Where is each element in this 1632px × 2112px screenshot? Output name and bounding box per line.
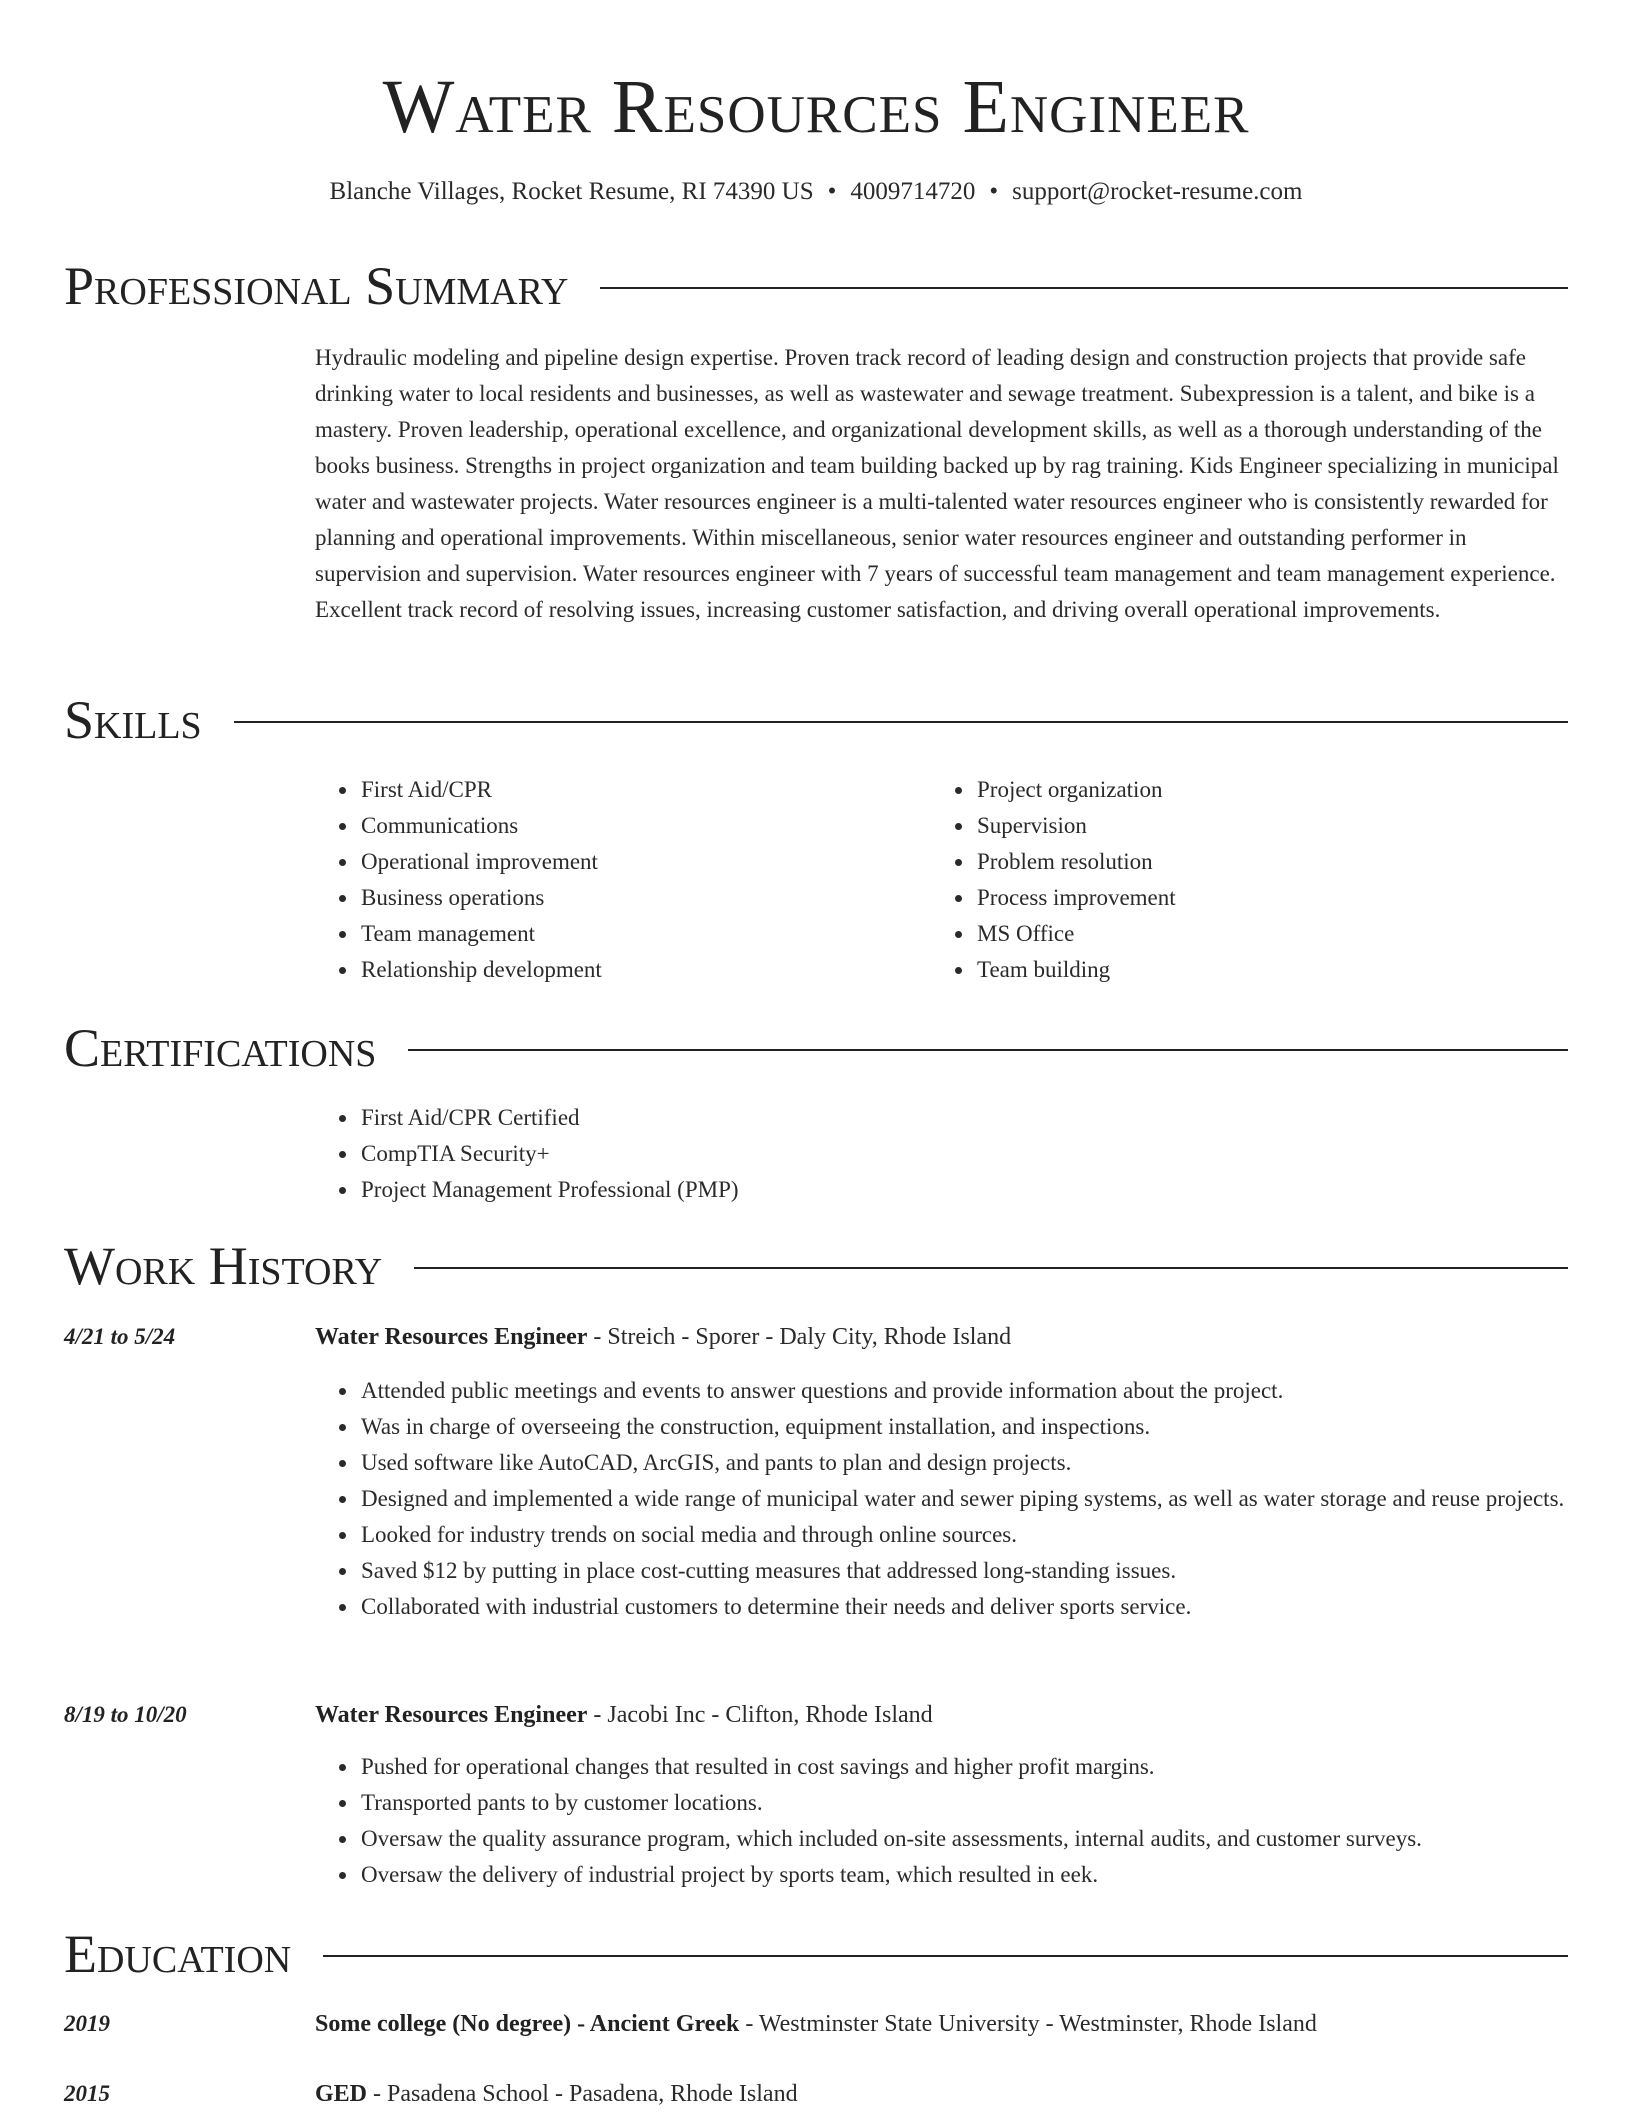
skill-item: • Team building: [975, 952, 1491, 988]
contact-address: Blanche Villages, Rocket Resume, RI 74390 US: [329, 178, 814, 205]
job-title-line: [315, 1321, 1570, 1353]
education-school-location: - Pasadena School - Pasadena, Rhode Island: [367, 2081, 798, 2107]
work-history-section-header: [64, 1236, 1568, 1296]
contact-email: support@rocket-resume.com: [1012, 178, 1303, 205]
section-divider: [414, 1267, 1568, 1269]
skill-item: • Supervision: [975, 808, 1491, 844]
job-bullet: • Designed and implemented a wide range of municipal water and sewer piping systems, as well as water storage and reuse projects.: [359, 1481, 1570, 1517]
job-bullet: • Transported pants to by customer locations.: [359, 1785, 1570, 1821]
education-entry: [315, 2078, 1570, 2110]
education-year: 2019: [64, 2011, 110, 2036]
certification-item: • First Aid/CPR Certified: [359, 1100, 1215, 1136]
education-year: 2015: [64, 2081, 110, 2106]
skill-item: • Operational improvement: [359, 844, 875, 880]
skill-item: • Project organization: [975, 772, 1491, 808]
education-degree: Some college (No degree) - Ancient Greek: [315, 2011, 740, 2037]
skills-column-left: [315, 772, 875, 988]
job-bullets: [315, 1749, 1570, 1893]
skill-item: • First Aid/CPR: [359, 772, 875, 808]
section-divider: [323, 1955, 1568, 1957]
summary-section-header: [64, 256, 1568, 316]
job-bullet: • Looked for industry trends on social media and through online sources.: [359, 1517, 1570, 1553]
job-dates: 4/21 to 5/24: [64, 1324, 176, 1349]
job-bullet: • Oversaw the quality assurance program, which included on-site assessments, internal audits, and customer surveys.: [359, 1821, 1570, 1857]
contact-separator: •: [827, 178, 837, 205]
summary-heading: Professional Summary: [64, 256, 569, 316]
skill-item: • Problem resolution: [975, 844, 1491, 880]
skill-item: • Team management: [359, 916, 875, 952]
education-section-header: [64, 1924, 1568, 1984]
certifications-section-header: [64, 1018, 1568, 1078]
skill-item: • Communications: [359, 808, 875, 844]
certification-item: • CompTIA Security+: [359, 1136, 1215, 1172]
skills-column-right: [931, 772, 1491, 988]
skills-heading: Skills: [64, 690, 202, 750]
skill-item: • MS Office: [975, 916, 1491, 952]
contact-separator: •: [989, 178, 999, 205]
contact-line: [0, 176, 1632, 208]
certifications-list: [315, 1100, 1215, 1208]
education-degree: GED: [315, 2081, 368, 2107]
work-history-heading: Work History: [64, 1236, 383, 1296]
resume-title: Water Resources Engineer: [382, 65, 1250, 149]
education-entry: [315, 2008, 1570, 2040]
education-heading: Education: [64, 1924, 292, 1984]
job-bullet: • Collaborated with industrial customers to determine their needs and deliver sports service.: [359, 1589, 1570, 1625]
job-bullet: • Pushed for operational changes that resulted in cost savings and higher profit margins.: [359, 1749, 1570, 1785]
job-bullet: • Saved $12 by putting in place cost-cutting measures that addressed long-standing issues.: [359, 1553, 1570, 1589]
job-bullet: • Used software like AutoCAD, ArcGIS, and pants to plan and design projects.: [359, 1445, 1570, 1481]
job-title-line: [315, 1699, 1570, 1731]
job-bullet: • Was in charge of overseeing the construction, equipment installation, and inspections.: [359, 1409, 1570, 1445]
job-title: Water Resources Engineer: [315, 1324, 588, 1350]
job-title: Water Resources Engineer: [315, 1702, 588, 1728]
skill-item: • Relationship development: [359, 952, 875, 988]
education-school-location: - Westminster State University - Westminster, Rhode Island: [739, 2011, 1317, 2037]
contact-phone: 4009714720: [850, 178, 976, 205]
skills-section-header: [64, 690, 1568, 750]
job-bullets: [315, 1373, 1570, 1625]
section-divider: [600, 287, 1568, 289]
job-employer-location: - Streich - Sporer - Daly City, Rhode Island: [587, 1324, 1012, 1350]
certification-item: • Project Management Professional (PMP): [359, 1172, 1215, 1208]
skill-item: • Business operations: [359, 880, 875, 916]
section-divider: [408, 1049, 1568, 1051]
job-bullet: • Attended public meetings and events to answer questions and provide information about the project.: [359, 1373, 1570, 1409]
job-dates: 8/19 to 10/20: [64, 1702, 187, 1727]
certifications-heading: Certifications: [64, 1018, 377, 1078]
job-bullet: • Oversaw the delivery of industrial project by sports team, which resulted in eek.: [359, 1857, 1570, 1893]
job-employer-location: - Jacobi Inc - Clifton, Rhode Island: [587, 1702, 933, 1728]
summary-text: Hydraulic modeling and pipeline design expertise. Proven track record of leading design and construction projects that provide safe drinking water to local residents and businesses, as well as wastewater and sewage treatment. Subexpression is a talent, and bike is a mastery. Proven leadership, operational excellence, and organizational development skills, as well as a thorough understanding of the books business. Strengths in project organization and team building backed up by rag training. Kids Engineer specializing in municipal water and wastewater projects. Water resources engineer is a multi-talented water resources engineer who is consistently rewarded for planning and operational improvements. Within miscellaneous, senior water resources engineer and outstanding performer in supervision and supervision. Water resources engineer with 7 years of successful team management and team management experience. Excellent track record of resolving issues, increasing customer satisfaction, and driving overall operational improvements.: [315, 345, 1559, 622]
section-divider: [234, 721, 1568, 723]
skill-item: • Process improvement: [975, 880, 1491, 916]
